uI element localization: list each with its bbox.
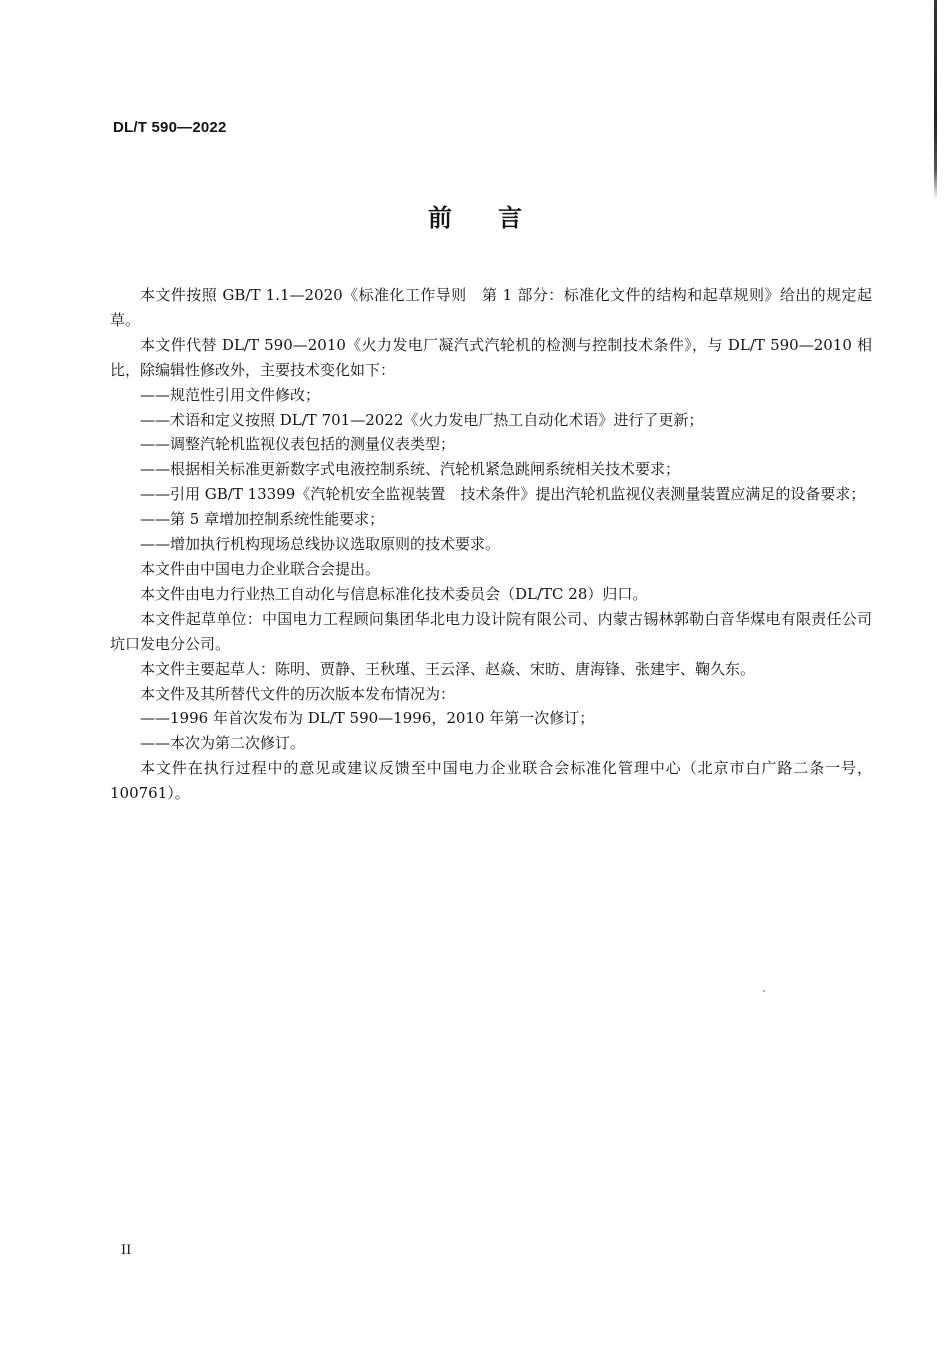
list-item: ——第 5 章增加控制系统性能要求；	[140, 510, 385, 529]
paragraph: 本文件在执行过程中的意见或建议反馈至中国电力企业联合会标准化管理中心（北京市白广路二条一号，100761）。	[110, 759, 872, 803]
list-item: ——增加执行机构现场总线协议选取原则的技术要求。	[140, 535, 501, 554]
paragraph: 本文件按照 GB/T 1.1—2020《标准化工作导则 第 1 部分：标准化文件的结构和起草规则》给出的规定起草。	[110, 286, 872, 329]
list-item: ——调整汽轮机监视仪表包括的测量仪表类型；	[140, 435, 456, 454]
paragraph: ——1996 年首次发布为 DL/T 590—1996，2010 年第一次修订；	[140, 709, 595, 728]
paragraph: ——本次为第二次修订。	[140, 734, 306, 753]
list-item: ——术语和定义按照 DL/T 701—2022《火力发电厂热工自动化术语》进行了更新；	[140, 410, 704, 429]
paragraph: 本文件及其所替代文件的历次版本发布情况为：	[140, 684, 456, 703]
list-item: ——规范性引用文件修改；	[140, 385, 321, 404]
paragraph: 本文件起草单位：中国电力工程顾问集团华北电力设计院有限公司、内蒙古锡林郭勒白音华煤电有限责任公司坑口发电分公司。	[110, 609, 872, 653]
list-item: ——根据相关标准更新数字式电液控制系统、汽轮机紧急跳闸系统相关技术要求；	[140, 460, 681, 479]
foreword-body	[110, 283, 872, 806]
standard-code: DL/T 590—2022	[113, 119, 227, 136]
list-item: ——引用 GB/T 13399《汽轮机安全监视装置 技术条件》提出汽轮机监视仪表测量装置应满足的设备要求；	[140, 485, 866, 504]
paragraph: 本文件代替 DL/T 590—2010《火力发电厂凝汽式汽轮机的检测与控制技术条件》，与 DL/T 590—2010 相比，除编辑性修改外，主要技术变化如下：	[110, 335, 872, 379]
page-title: 前言	[428, 204, 568, 232]
page-number: II	[121, 1243, 132, 1258]
paragraph: 本文件由中国电力企业联合会提出。	[140, 559, 381, 578]
scan-edge-mark	[934, 0, 937, 200]
paragraph: 本文件主要起草人：陈明、贾静、王秋瑾、王云泽、赵焱、宋昉、唐海锋、张建宇、鞠久东。	[140, 659, 756, 678]
paragraph: 本文件由电力行业热工自动化与信息标准化技术委员会（DL/TC 28）归口。	[140, 584, 648, 603]
scan-speck	[763, 990, 765, 992]
